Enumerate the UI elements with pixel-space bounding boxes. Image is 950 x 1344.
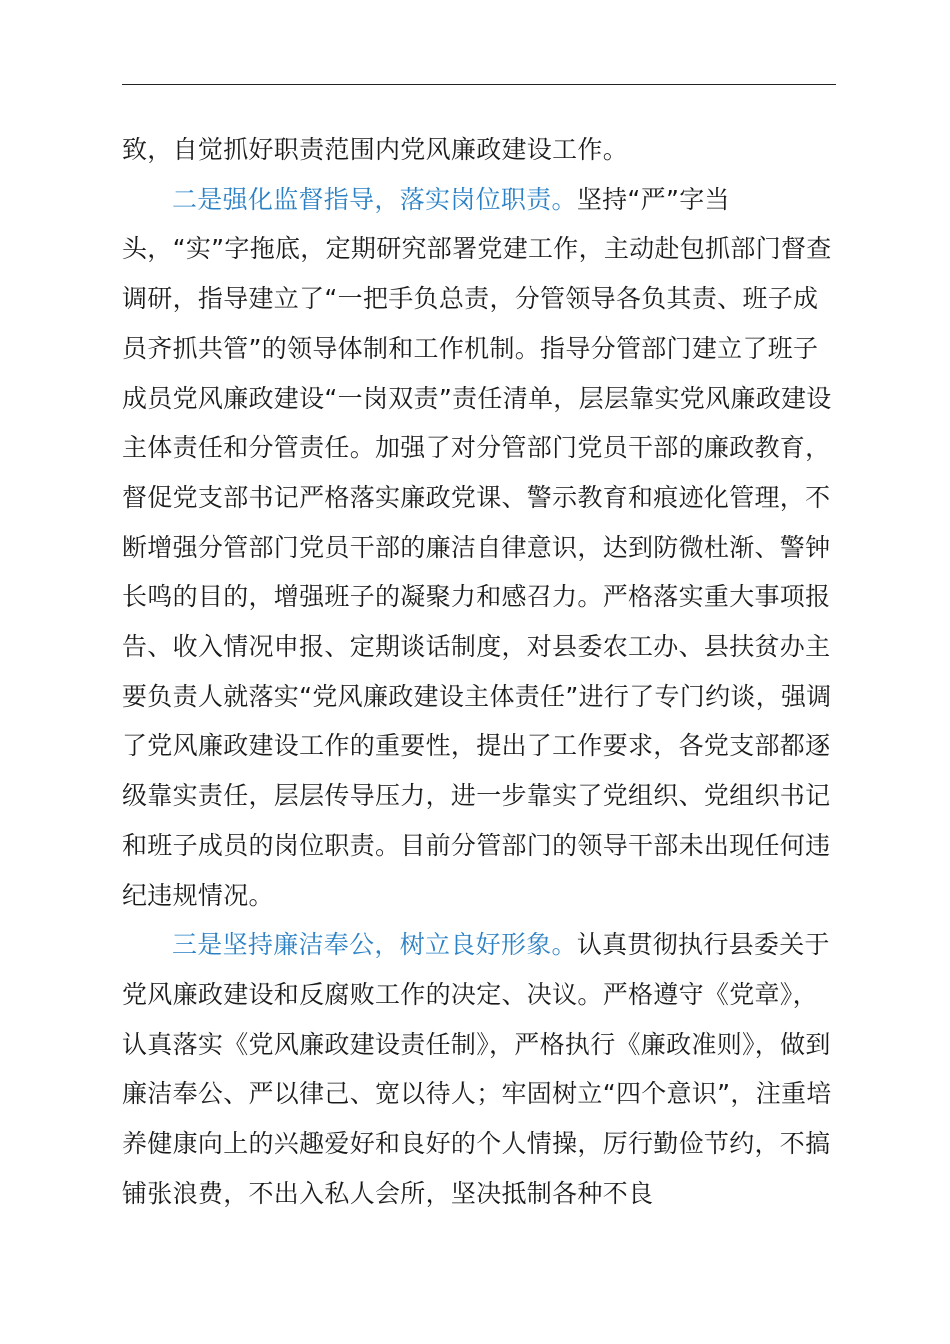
header-rule [122,84,836,85]
paragraph-text: 认真贯彻执行县委关于党风廉政建设和反腐败工作的决定、决议。严格遵守《党章》，认真落实《党风廉政建设责任制》，严格执行《廉政准则》，做到廉洁奉公、严以律己、宽以待人；牢固树立“四个意识”，注重培养健康向上的兴趣爱好和良好的个人情操，厉行勤俭节约，不搞铺张浪费，不出入私人会所，坚决抵制各种不良 [122,930,832,1208]
paragraph-heading: 二是强化监督指导，落实岗位职责。 [172,184,577,214]
paragraph-text: 致，自觉抓好职责范围内党风廉政建设工作。 [122,135,629,164]
paragraph-two [122,175,838,921]
document-body [122,125,838,1218]
paragraph-text: 坚持“严”字当头，“实”字拖底，定期研究部署党建工作，主动赴包抓部门督查调研，指导建立了“一把手负总责，分管领导各负其责、班子成员齐抓共管”的领导体制和工作机制。指导分管部门建立了班子成员党风廉政建设“一岗双责”责任清单，层层靠实党风廉政建设主体责任和分管责任。加强了对分管部门党员干部的廉政教育，督促党支部书记严格落实廉政党课、警示教育和痕迹化管理，不断增强分管部门党员干部的廉洁自律意识，达到防微杜渐、警钟长鸣的目的，增强班子的凝聚力和感召力。严格落实重大事项报告、收入情况申报、定期谈话制度，对县委农工办、县扶贫办主要负责人就落实“党风廉政建设主体责任”进行了专门约谈，强调了党风廉政建设工作的重要性，提出了工作要求，各党支部都逐级靠实责任，层层传导压力，进一步靠实了党组织、党组织书记和班子成员的岗位职责。目前分管部门的领导干部未出现任何违纪违规情况。 [122,184,832,910]
paragraph-three [122,920,838,1218]
paragraph-heading: 三是坚持廉洁奉公，树立良好形象。 [172,930,577,960]
paragraph-continuation [122,125,838,175]
